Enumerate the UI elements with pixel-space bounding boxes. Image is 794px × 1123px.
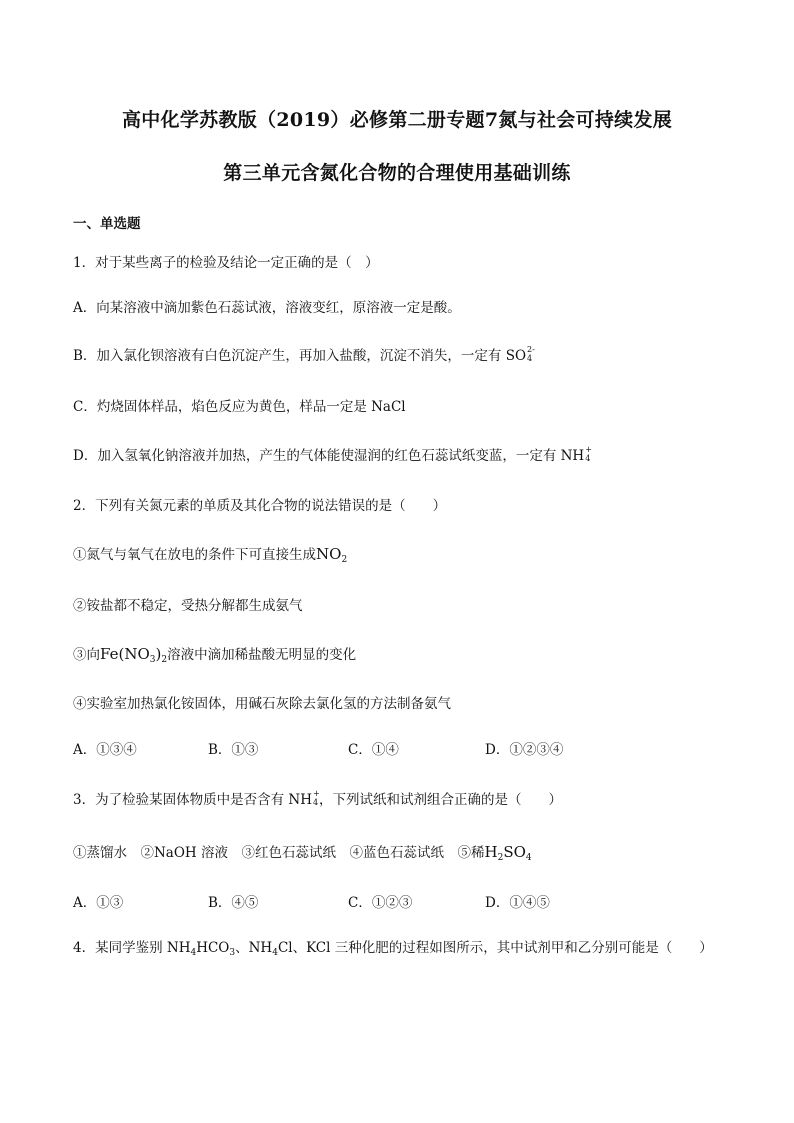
q2-statement-1 xyxy=(73,543,347,565)
q4-p1: 4．某同学鉴别 NH xyxy=(73,940,191,956)
q2-s3-pre: ③向 xyxy=(73,647,100,663)
q2-s3-post: 溶液中滴加稀盐酸无明显的变化 xyxy=(167,647,357,663)
q3-superscript: + xyxy=(312,789,320,798)
q1-d-superscript: + xyxy=(585,445,592,454)
q2-option-a: A．①③④ xyxy=(73,742,137,758)
q1-option-b-text: B．加入氯化钡溶液有白色沉淀产生，再加入盐酸，沉淀不消失，一定有 SO xyxy=(73,348,527,364)
q3-stem xyxy=(73,788,562,808)
q2-s1-subscript: 2 xyxy=(341,555,348,565)
q1-option-a: A．向某溶液中滴加紫色石蕊试液，溶液变红，原溶液一定是酸。 xyxy=(73,300,461,316)
q1-option-b xyxy=(73,344,533,364)
q3-stem-post: ，下列试纸和试剂组合正确的是（ ） xyxy=(318,792,562,808)
q2-option-b: B．①③ xyxy=(208,742,259,758)
section-heading: 一、单选题 xyxy=(73,216,141,232)
q1-option-d xyxy=(73,444,591,464)
q2-s3-sub1: 3 xyxy=(149,655,156,665)
q3-sub-h: 2 xyxy=(497,853,504,863)
q3-subscript: 4 xyxy=(312,798,319,807)
q2-option-d: D．①②③④ xyxy=(485,742,564,758)
q4-s2: 3 xyxy=(229,948,236,958)
q3-option-c: C．①②③ xyxy=(348,895,413,911)
q4-s3: 4 xyxy=(272,948,278,958)
q2-statement-4: ④实验室加热氯化铵固体，用碱石灰除去氯化氢的方法制备氨气 xyxy=(73,696,451,712)
q3-reagents xyxy=(73,841,532,863)
q3-stem-pre: 3．为了检验某固体物质中是否含有 NH xyxy=(73,792,312,808)
q2-s3-close: ) xyxy=(155,645,162,663)
q1-d-subscript: 4 xyxy=(585,454,591,463)
q3-sub-so: 4 xyxy=(525,853,532,863)
q4-p4: Cl、KCl 三种化肥的过程如图所示，其中试剂甲和乙分别可能是（ ） xyxy=(277,940,713,956)
document-subtitle: 第三单元含氮化合物的合理使用基础训练 xyxy=(223,162,571,184)
q2-s1-text: ①氮气与氧气在放电的条件下可直接生成 xyxy=(73,547,316,563)
q3-formula-h: H xyxy=(484,843,498,861)
q2-option-c: C．①④ xyxy=(348,742,399,758)
q1-b-subscript: 4 xyxy=(527,354,533,363)
sulfate-charge xyxy=(526,345,535,363)
q3-options xyxy=(73,891,723,911)
q2-stem: 2．下列有关氮元素的单质及其化合物的说法错误的是（ ） xyxy=(73,498,447,514)
q2-s3-sub2: 2 xyxy=(161,655,168,665)
document-title: 高中化学苏教版（2019）必修第二册专题7氮与社会可持续发展 xyxy=(121,109,673,131)
q3-formula-so: SO xyxy=(503,843,526,861)
q3-reagents-text: ①蒸馏水 ②NaOH 溶液 ③红色石蕊试纸 ④蓝色石蕊试纸 ⑤稀 xyxy=(73,845,485,861)
q3-option-b: B．④⑤ xyxy=(208,895,259,911)
ammonium-charge xyxy=(584,445,592,463)
q4-p2: HCO xyxy=(196,940,230,956)
q4-s1: 4 xyxy=(190,948,197,958)
q4-stem xyxy=(73,936,713,958)
q2-s3-formula: Fe(NO xyxy=(100,645,150,663)
q1-option-d-text: D．加入氢氧化钠溶液并加热，产生的气体能使湿润的红色石蕊试纸变蓝，一定有 NH xyxy=(73,448,585,464)
q1-option-c: C．灼烧固体样品，焰色反应为黄色，样品一定是 NaCl xyxy=(73,399,406,415)
q2-statement-3 xyxy=(73,643,356,665)
q1-b-superscript: 2- xyxy=(527,345,535,354)
q2-statement-2: ②铵盐都不稳定，受热分解都生成氨气 xyxy=(73,598,303,614)
q1-stem: 1．对于某些离子的检验及结论一定正确的是（ ） xyxy=(73,255,379,271)
q2-options xyxy=(73,738,723,758)
q3-ammonium-charge xyxy=(312,789,320,807)
q3-option-a: A．①③ xyxy=(73,895,124,911)
q2-s1-formula: NO xyxy=(316,545,342,563)
q3-option-d: D．①④⑤ xyxy=(485,895,550,911)
q4-p3: 、NH xyxy=(235,940,273,956)
